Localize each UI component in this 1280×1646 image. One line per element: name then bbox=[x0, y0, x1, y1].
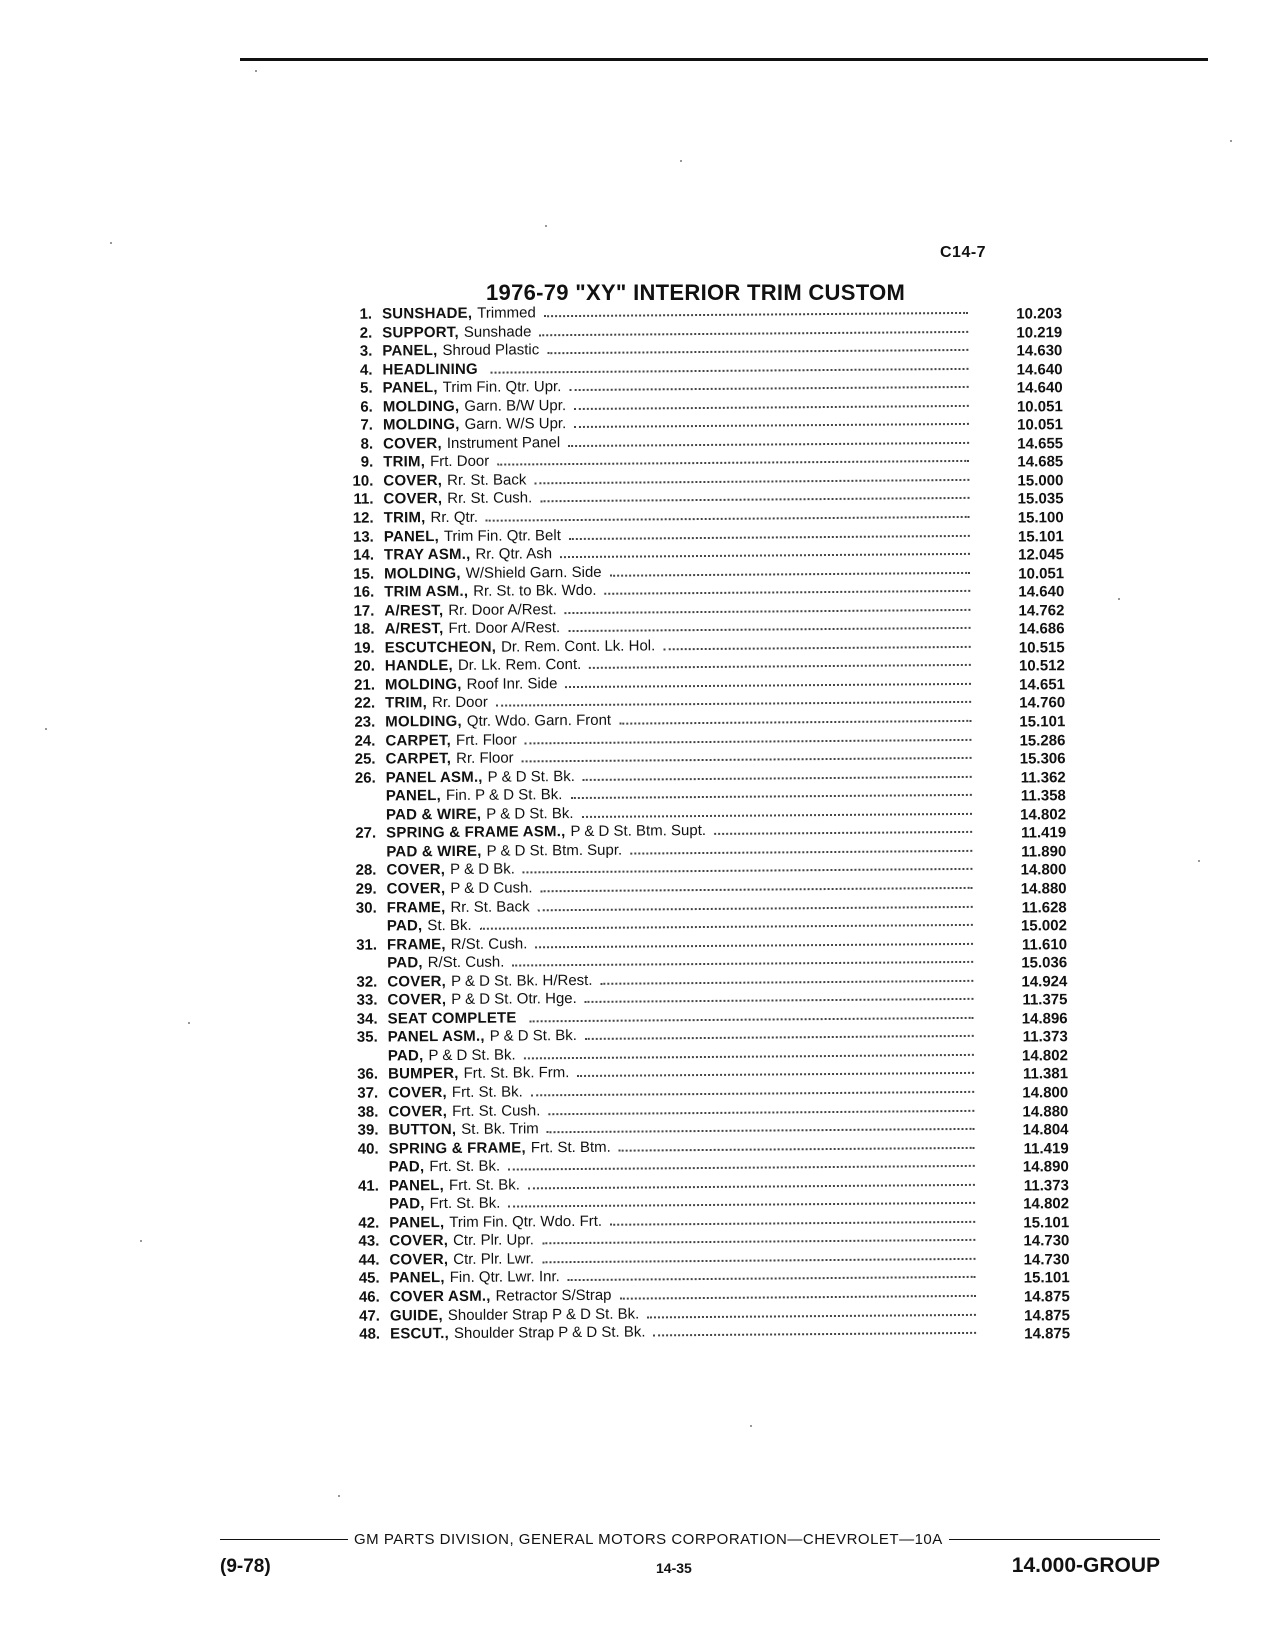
dot-leader bbox=[565, 683, 971, 688]
group-number: 14.730 bbox=[1023, 1251, 1070, 1269]
footer-org-line bbox=[220, 1528, 1160, 1550]
group-number: 11.628 bbox=[1021, 898, 1067, 917]
group-number: 14.630 bbox=[1016, 342, 1063, 360]
group-number: 15.035 bbox=[1017, 490, 1064, 508]
part-name: SPRING & FRAME, bbox=[388, 1139, 526, 1158]
part-detail: Fin. Qtr. Lwr. Inr. bbox=[449, 1268, 560, 1287]
dot-leader bbox=[528, 1184, 975, 1190]
dot-leader bbox=[508, 1165, 975, 1171]
part-number: 45. bbox=[358, 1269, 380, 1288]
scan-speck bbox=[338, 1495, 340, 1497]
dot-leader bbox=[589, 664, 971, 669]
dot-leader bbox=[480, 924, 973, 930]
scan-speck bbox=[188, 1022, 190, 1024]
part-number: 11. bbox=[353, 491, 374, 509]
part-name: PANEL ASM., bbox=[387, 1028, 485, 1046]
group-number: 14.875 bbox=[1023, 1288, 1070, 1306]
part-name: ESCUTCHEON, bbox=[384, 638, 497, 657]
part-detail: Dr. Lk. Rem. Cont. bbox=[457, 656, 582, 675]
dot-leader bbox=[582, 813, 972, 818]
part-name: SUNSHADE, bbox=[381, 304, 473, 323]
top-rule bbox=[240, 58, 1208, 61]
part-detail: P & D St. Btm. Supr. bbox=[486, 841, 623, 860]
dot-leader bbox=[569, 534, 970, 539]
dot-leader bbox=[577, 1072, 974, 1077]
part-name: PANEL, bbox=[383, 527, 439, 546]
dot-leader bbox=[539, 330, 968, 335]
dot-leader bbox=[530, 1017, 974, 1022]
dot-leader bbox=[610, 572, 971, 577]
dot-leader bbox=[548, 1109, 974, 1114]
group-number: 10.219 bbox=[1016, 323, 1063, 342]
part-detail: P & D St. Btm. Supt. bbox=[570, 822, 707, 841]
group-number: 11.419 bbox=[1023, 1139, 1069, 1158]
part-number: 3. bbox=[359, 342, 373, 360]
group-number: 11.381 bbox=[1022, 1065, 1069, 1083]
part-number: 31. bbox=[356, 936, 378, 954]
part-number: 7. bbox=[360, 416, 374, 434]
part-detail: Trim Fin. Qtr. Upr. bbox=[442, 378, 562, 397]
group-number: 14.802 bbox=[1021, 1047, 1068, 1065]
part-description bbox=[390, 1321, 980, 1344]
part-number: 20. bbox=[353, 657, 375, 676]
dot-leader bbox=[568, 1276, 976, 1281]
part-detail: P & D Cush. bbox=[450, 879, 533, 897]
part-name: PAD, bbox=[387, 1047, 424, 1065]
scan-speck bbox=[1118, 598, 1120, 600]
part-number: 32. bbox=[356, 973, 378, 991]
dot-leader bbox=[547, 349, 968, 354]
part-name: FRAME, bbox=[386, 935, 446, 954]
dot-leader bbox=[523, 868, 973, 874]
group-number: 11.375 bbox=[1022, 991, 1068, 1009]
part-detail: Garn. B/W Upr. bbox=[464, 396, 567, 415]
dot-leader bbox=[569, 386, 968, 391]
part-number: 10. bbox=[352, 472, 374, 490]
part-detail: P & D St. Otr. Hge. bbox=[451, 990, 577, 1009]
part-detail: Frt. St. Cush. bbox=[451, 1101, 541, 1120]
dot-leader bbox=[522, 757, 972, 763]
group-number: 14.685 bbox=[1017, 453, 1064, 471]
part-detail: Frt. St. Bk. bbox=[429, 1194, 501, 1213]
part-name: COVER, bbox=[386, 879, 446, 898]
scan-speck bbox=[545, 225, 547, 227]
part-name: SUPPORT, bbox=[382, 323, 459, 342]
group-number: 15.000 bbox=[1017, 472, 1064, 490]
dot-leader bbox=[486, 516, 970, 522]
part-detail: Garn. W/S Upr. bbox=[464, 415, 567, 434]
group-number: 10.203 bbox=[1016, 305, 1063, 323]
part-name: HANDLE, bbox=[384, 657, 453, 675]
part-name: PANEL, bbox=[385, 787, 442, 805]
part-number: 43. bbox=[358, 1232, 380, 1251]
part-name: CARPET, bbox=[385, 750, 452, 768]
dot-leader bbox=[574, 423, 969, 428]
part-number: 6. bbox=[360, 398, 373, 416]
part-number: 25. bbox=[354, 750, 376, 768]
dot-leader bbox=[542, 1258, 975, 1263]
group-number: 14.804 bbox=[1022, 1121, 1069, 1139]
dot-leader bbox=[547, 1128, 975, 1133]
part-detail: P & D St. Bk. bbox=[428, 1046, 516, 1065]
part-detail: Rr. St. to Bk. Wdo. bbox=[473, 582, 597, 601]
part-detail: R/St. Cush. bbox=[450, 934, 528, 953]
part-detail: Rr. Door A/Rest. bbox=[448, 600, 557, 619]
group-number: 15.101 bbox=[1023, 1213, 1070, 1232]
group-number: 14.640 bbox=[1018, 583, 1065, 601]
part-number: 17. bbox=[353, 602, 375, 620]
group-number: 14.762 bbox=[1018, 601, 1065, 620]
part-detail: Frt. St. Bk. Frm. bbox=[463, 1064, 570, 1083]
group-number: 14.896 bbox=[1021, 1009, 1068, 1028]
part-number: 29. bbox=[355, 880, 377, 898]
group-label: 14.000-GROUP bbox=[1011, 1554, 1160, 1577]
dot-leader bbox=[568, 627, 970, 632]
group-number: 14.686 bbox=[1018, 620, 1065, 638]
part-detail: St. Bk. bbox=[427, 916, 472, 935]
part-detail: Frt. St. Bk. bbox=[448, 1176, 520, 1194]
group-number: 14.875 bbox=[1024, 1325, 1071, 1343]
dot-leader bbox=[542, 1239, 975, 1244]
group-number: 15.306 bbox=[1019, 750, 1066, 768]
part-number: 26. bbox=[354, 769, 376, 787]
dot-leader bbox=[535, 942, 973, 947]
part-name: PAD & WIRE, bbox=[385, 805, 482, 824]
part-detail: Shroud Plastic bbox=[442, 341, 540, 360]
part-detail: Rr. Floor bbox=[456, 749, 514, 768]
group-number: 14.875 bbox=[1023, 1306, 1071, 1325]
footer-date: (9-78) bbox=[220, 1556, 271, 1577]
dot-leader bbox=[663, 646, 970, 650]
dot-leader bbox=[568, 442, 969, 447]
part-name: PAD, bbox=[386, 917, 423, 935]
group-number: 14.924 bbox=[1021, 972, 1068, 991]
part-detail: P & D St. Bk. bbox=[489, 1027, 578, 1046]
part-name: PAD, bbox=[388, 1158, 425, 1176]
part-name: TRIM ASM., bbox=[384, 583, 469, 601]
part-number: 21. bbox=[354, 676, 376, 694]
part-detail: Frt. Door A/Rest. bbox=[448, 619, 561, 638]
footer-rule-left bbox=[220, 1539, 348, 1540]
part-number: 1. bbox=[359, 305, 373, 323]
part-name: PAD, bbox=[387, 954, 423, 972]
part-number: 2. bbox=[359, 324, 373, 342]
group-number: 14.800 bbox=[1020, 861, 1067, 879]
part-name: COVER, bbox=[387, 972, 447, 991]
part-detail: Sunshade bbox=[463, 322, 532, 341]
dot-leader bbox=[565, 609, 971, 614]
part-detail: P & D St. Bk. H/Rest. bbox=[450, 971, 593, 990]
part-name: PANEL, bbox=[389, 1213, 445, 1232]
part-detail: Rr. Door bbox=[431, 694, 488, 712]
part-name: COVER, bbox=[386, 861, 446, 879]
group-number: 15.101 bbox=[1017, 527, 1064, 546]
part-number: 24. bbox=[354, 732, 376, 750]
part-name: TRAY ASM., bbox=[383, 545, 471, 564]
part-number: 23. bbox=[354, 713, 376, 731]
group-number: 11.890 bbox=[1021, 843, 1067, 861]
group-number: 14.880 bbox=[1022, 1102, 1069, 1121]
part-name: HEADLINING bbox=[382, 360, 478, 379]
part-number: 34. bbox=[356, 1010, 378, 1028]
part-number: 30. bbox=[355, 899, 377, 917]
group-number: 15.100 bbox=[1017, 509, 1064, 527]
dot-leader bbox=[534, 479, 969, 484]
part-name: ESCUT., bbox=[390, 1325, 450, 1343]
dot-leader bbox=[600, 980, 973, 985]
part-number: 4. bbox=[359, 361, 373, 379]
part-name: PANEL ASM., bbox=[385, 768, 483, 787]
part-detail: Shoulder Strap P & D St. Bk. bbox=[453, 1323, 646, 1343]
part-number: 38. bbox=[357, 1103, 379, 1121]
part-number: 18. bbox=[353, 620, 375, 639]
part-number: 12. bbox=[352, 509, 374, 527]
part-number: 14. bbox=[353, 546, 375, 564]
part-name: PAD & WIRE, bbox=[386, 842, 482, 861]
group-number: 14.880 bbox=[1020, 880, 1067, 898]
scan-speck bbox=[750, 1425, 752, 1427]
part-name: PANEL, bbox=[382, 379, 438, 397]
part-number: 46. bbox=[358, 1288, 380, 1306]
part-number: 48. bbox=[359, 1325, 381, 1343]
dot-leader bbox=[525, 738, 972, 744]
part-name: SPRING & FRAME ASM., bbox=[386, 823, 566, 842]
group-number: 11.358 bbox=[1020, 787, 1066, 805]
scan-speck bbox=[110, 242, 112, 244]
page-code: C14-7 bbox=[940, 244, 987, 261]
part-number: 37. bbox=[357, 1084, 379, 1102]
dot-leader bbox=[560, 553, 970, 558]
group-number: 12.045 bbox=[1018, 546, 1065, 564]
part-name: COVER, bbox=[388, 1102, 448, 1121]
group-number: 11.373 bbox=[1022, 1028, 1068, 1046]
dot-leader bbox=[647, 1313, 976, 1318]
part-name: COVER, bbox=[387, 991, 447, 1009]
part-detail: Rr. St. Back bbox=[450, 897, 530, 916]
part-name: A/REST, bbox=[384, 620, 444, 638]
scan-speck bbox=[45, 728, 47, 730]
group-number: 10.515 bbox=[1018, 639, 1065, 657]
part-number: 36. bbox=[357, 1065, 379, 1084]
part-name: PAD, bbox=[388, 1195, 425, 1213]
part-detail: Roof Inr. Side bbox=[466, 675, 558, 693]
dot-leader bbox=[531, 1091, 974, 1096]
part-detail: Fin. P & D St. Bk. bbox=[445, 786, 563, 805]
part-detail: St. Bk. Trim bbox=[461, 1120, 539, 1138]
part-number: 15. bbox=[353, 565, 375, 583]
scan-speck bbox=[1230, 140, 1232, 142]
group-number: 10.051 bbox=[1016, 397, 1063, 416]
group-number: 14.651 bbox=[1019, 676, 1066, 694]
part-name: TRIM, bbox=[383, 509, 426, 527]
group-number: 15.101 bbox=[1019, 713, 1066, 731]
dot-leader bbox=[610, 1221, 975, 1226]
part-number: 5. bbox=[360, 379, 373, 397]
part-name: FRAME, bbox=[386, 898, 446, 916]
part-name: MOLDING, bbox=[384, 675, 462, 694]
part-number: 22. bbox=[354, 695, 376, 713]
dot-leader bbox=[653, 1332, 976, 1337]
dot-leader bbox=[491, 368, 969, 374]
dot-leader bbox=[496, 701, 971, 707]
dot-leader bbox=[585, 1035, 974, 1040]
group-number: 15.036 bbox=[1021, 954, 1068, 972]
part-detail: P & D St. Bk. bbox=[486, 804, 574, 823]
footer-rule-right bbox=[949, 1539, 1160, 1540]
dot-leader bbox=[619, 720, 971, 725]
group-number: 15.286 bbox=[1019, 731, 1066, 750]
part-number: 42. bbox=[358, 1214, 380, 1232]
group-number: 10.051 bbox=[1017, 416, 1064, 434]
part-detail: Frt. Floor bbox=[455, 731, 517, 749]
dot-leader bbox=[714, 831, 972, 835]
part-detail: Ctr. Plr. Upr. bbox=[452, 1231, 534, 1250]
group-number: 11.419 bbox=[1021, 824, 1067, 842]
dot-leader bbox=[620, 1295, 976, 1300]
part-number: 16. bbox=[353, 583, 375, 601]
dot-leader bbox=[619, 1146, 975, 1151]
part-detail: P & D Bk. bbox=[450, 860, 515, 879]
part-detail: P & D St. Bk. bbox=[487, 767, 575, 786]
part-name: GUIDE, bbox=[389, 1306, 443, 1325]
group-number: 15.002 bbox=[1020, 917, 1067, 935]
part-number: 19. bbox=[353, 639, 375, 657]
dot-leader bbox=[585, 998, 974, 1003]
scan-speck bbox=[1198, 860, 1200, 862]
part-number: 13. bbox=[352, 528, 374, 546]
part-number: 39. bbox=[357, 1121, 379, 1139]
part-name: COVER, bbox=[388, 1083, 447, 1102]
part-detail: Trimmed bbox=[477, 304, 536, 322]
dot-leader bbox=[541, 887, 973, 892]
part-detail: Instrument Panel bbox=[446, 433, 561, 452]
part-number: 28. bbox=[355, 861, 377, 880]
part-number: 35. bbox=[356, 1028, 378, 1047]
footer-org: GM PARTS DIVISION, GENERAL MOTORS CORPORATION—CHEVROLET—10A bbox=[354, 1530, 943, 1548]
group-number: 14.802 bbox=[1023, 1195, 1070, 1213]
part-number: 44. bbox=[358, 1251, 380, 1269]
group-number: 15.101 bbox=[1023, 1269, 1070, 1287]
part-name: CARPET, bbox=[385, 731, 452, 750]
part-name: PANEL, bbox=[389, 1269, 445, 1287]
group-number: 14.640 bbox=[1016, 360, 1063, 379]
part-detail: Rr. Qtr. Ash bbox=[475, 545, 553, 563]
part-number: 41. bbox=[357, 1177, 379, 1195]
part-name: COVER, bbox=[389, 1232, 449, 1250]
part-detail: Dr. Rem. Cont. Lk. Hol. bbox=[500, 637, 656, 656]
part-number: 8. bbox=[360, 435, 374, 453]
part-detail: W/Shield Garn. Side bbox=[465, 563, 602, 582]
scan-speck bbox=[680, 160, 682, 162]
scan-speck bbox=[255, 70, 257, 72]
part-detail: Qtr. Wdo. Garn. Front bbox=[466, 711, 612, 730]
dot-leader bbox=[508, 1202, 975, 1208]
part-detail: Trim Fin. Qtr. Wdo. Frt. bbox=[449, 1212, 603, 1231]
part-name: COVER, bbox=[389, 1250, 449, 1269]
group-number: 11.362 bbox=[1020, 768, 1066, 787]
part-detail: Frt. St. Bk. bbox=[429, 1157, 501, 1176]
group-number: 14.640 bbox=[1016, 379, 1063, 397]
dot-leader bbox=[583, 776, 972, 781]
part-detail: Trim Fin. Qtr. Belt bbox=[443, 526, 561, 545]
group-number: 14.802 bbox=[1020, 805, 1067, 824]
dot-leader bbox=[574, 405, 969, 410]
part-detail: Shoulder Strap P & D St. Bk. bbox=[447, 1305, 640, 1324]
part-name: BUMPER, bbox=[387, 1065, 459, 1083]
part-detail: Retractor S/Strap bbox=[495, 1286, 612, 1305]
part-detail: Frt. Door bbox=[429, 453, 490, 471]
dot-leader bbox=[630, 850, 972, 855]
part-name: TRIM, bbox=[385, 694, 428, 712]
part-name: COVER ASM., bbox=[389, 1287, 491, 1306]
page-number: 14-35 bbox=[656, 1560, 692, 1576]
part-detail: Rr. St. Cush. bbox=[447, 489, 533, 508]
dot-leader bbox=[570, 794, 971, 799]
group-number: 14.760 bbox=[1019, 694, 1066, 713]
dot-leader bbox=[538, 905, 973, 910]
group-number: 10.512 bbox=[1018, 657, 1065, 675]
part-detail: Frt. St. Btm. bbox=[530, 1138, 611, 1156]
group-number: 11.610 bbox=[1021, 935, 1068, 954]
part-name: MOLDING, bbox=[384, 564, 461, 583]
part-detail: Ctr. Plr. Lwr. bbox=[453, 1250, 535, 1268]
group-number: 11.373 bbox=[1023, 1176, 1069, 1195]
part-detail: Frt. St. Bk. bbox=[451, 1083, 523, 1101]
part-detail: Rr. St. Back bbox=[447, 471, 527, 489]
part-name: COVER, bbox=[383, 471, 443, 490]
dot-leader bbox=[512, 961, 973, 967]
scan-speck bbox=[140, 1240, 142, 1242]
part-name: COVER, bbox=[383, 490, 443, 508]
part-name: MOLDING, bbox=[382, 416, 460, 434]
part-name: TRIM, bbox=[383, 453, 426, 471]
dot-leader bbox=[544, 312, 968, 317]
parts-list bbox=[320, 300, 1098, 1345]
part-name: SEAT COMPLETE bbox=[387, 1009, 517, 1028]
part-number: 9. bbox=[360, 453, 374, 472]
part-name: PANEL, bbox=[388, 1176, 445, 1195]
part-name: A/REST, bbox=[384, 601, 444, 620]
dot-leader bbox=[540, 497, 969, 502]
dot-leader bbox=[497, 460, 969, 466]
part-name: MOLDING, bbox=[385, 712, 462, 731]
part-detail: Rr. Qtr. bbox=[430, 508, 479, 527]
group-number: 10.051 bbox=[1018, 564, 1065, 583]
group-number: 14.730 bbox=[1023, 1232, 1070, 1250]
dot-leader bbox=[605, 590, 971, 595]
part-number: 33. bbox=[356, 991, 378, 1009]
page-title: 1976-79 "XY" INTERIOR TRIM CUSTOM bbox=[486, 280, 906, 305]
part-number: 40. bbox=[357, 1140, 379, 1158]
part-name: BUTTON, bbox=[388, 1121, 457, 1139]
part-name: PANEL, bbox=[382, 342, 438, 360]
part-number: 47. bbox=[359, 1307, 380, 1325]
part-name: COVER, bbox=[383, 434, 442, 453]
group-number: 14.890 bbox=[1022, 1158, 1069, 1176]
part-name: MOLDING, bbox=[382, 397, 460, 416]
dot-leader bbox=[524, 1054, 974, 1060]
part-number: 27. bbox=[355, 824, 377, 843]
group-number: 14.655 bbox=[1017, 434, 1064, 453]
footer bbox=[220, 1528, 1160, 1608]
group-number: 14.800 bbox=[1022, 1084, 1069, 1102]
part-detail: R/St. Cush. bbox=[427, 953, 505, 972]
